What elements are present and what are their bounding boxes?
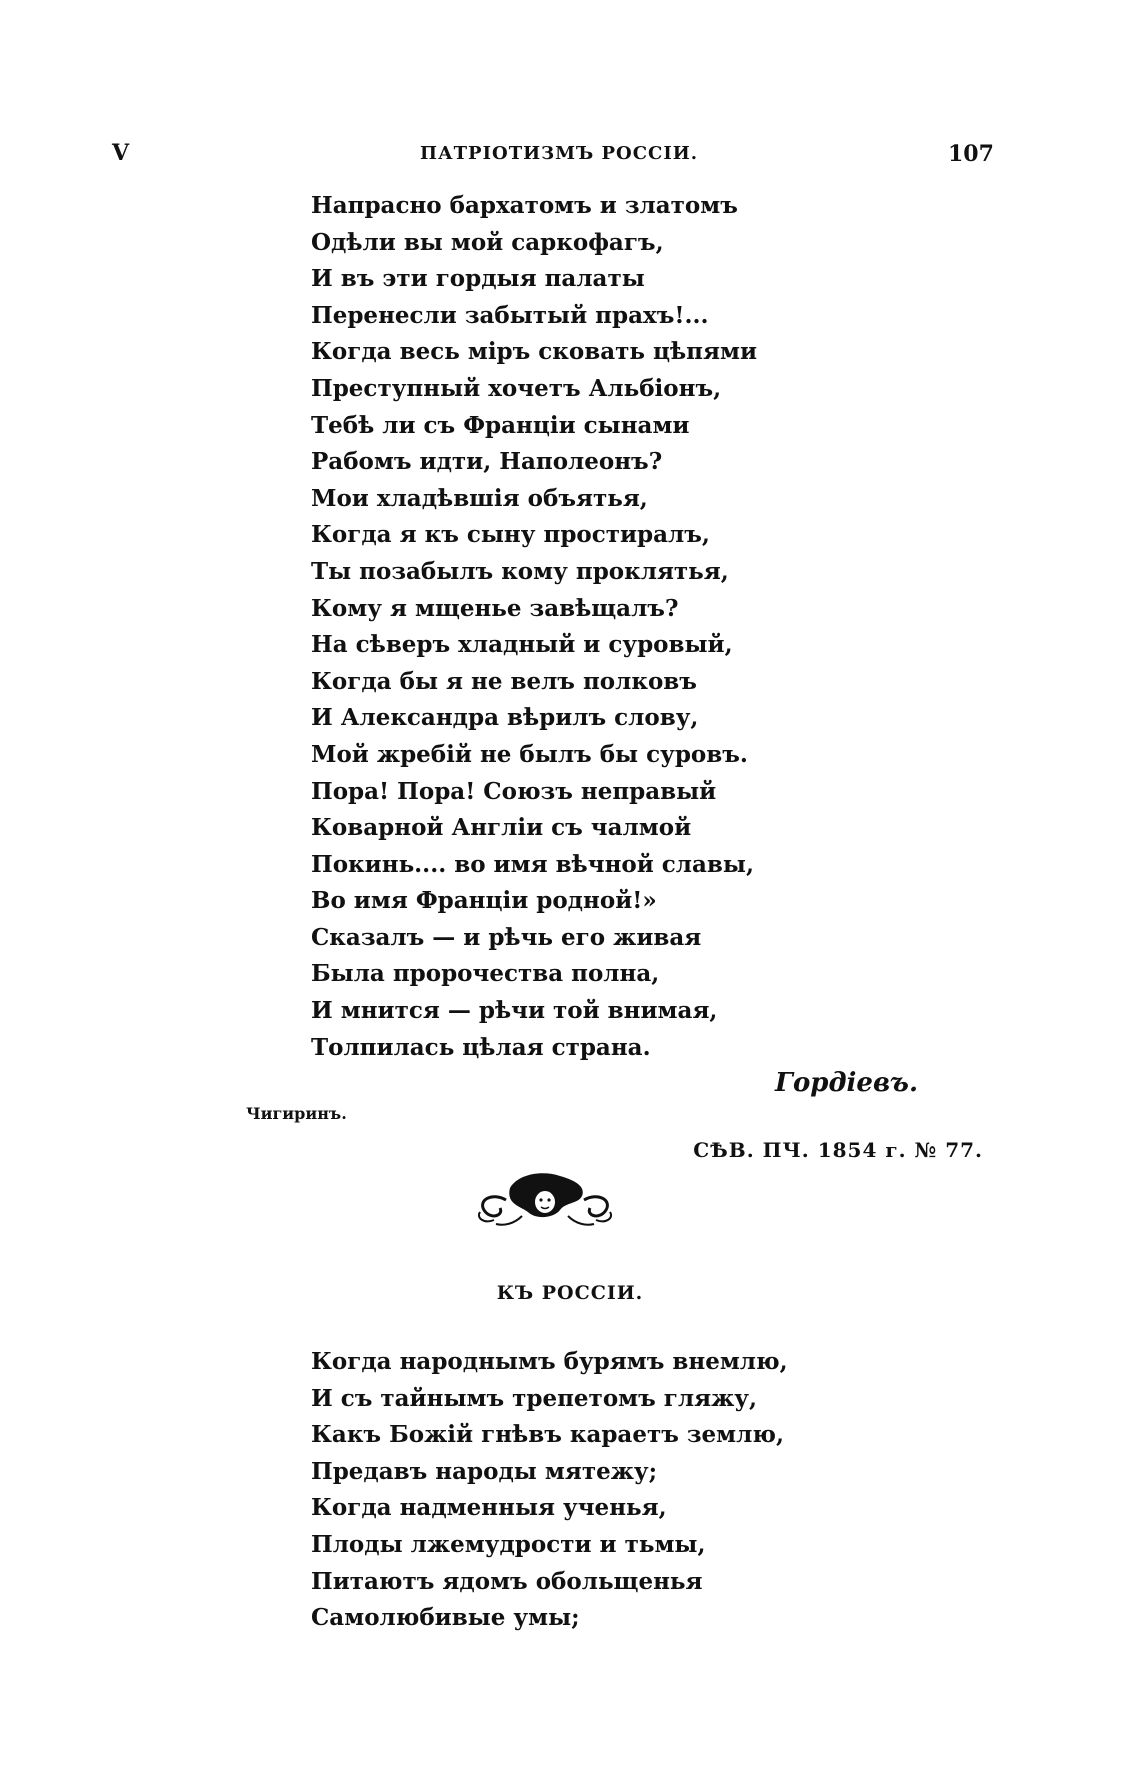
poem-line: Преступный хочетъ Альбіонъ, — [311, 374, 722, 402]
poem-title: КЪ РОССІИ. — [496, 1282, 644, 1304]
page-header — [0, 140, 1140, 176]
poem-line: Коварной Англіи съ чалмой — [311, 814, 692, 842]
poem-line: Тебѣ ли съ Франціи сынами — [311, 411, 690, 439]
poem-line: Рабомъ идти, Наполеонъ? — [311, 448, 663, 476]
poem-line: Мои хладѣвшія объятья, — [311, 484, 648, 512]
running-title: ПАТРІОТИЗМЪ РОССІИ. — [420, 143, 699, 164]
poem-line: Толпилась цѣлая страна. — [311, 1033, 651, 1061]
poem-line: Когда бы я не велъ полковъ — [311, 667, 697, 695]
poem-line: Одѣли вы мой саркофагъ, — [311, 228, 664, 256]
poem-line: И Александра вѣрилъ слову, — [311, 704, 699, 732]
poem-line: И въ эти гордыя палаты — [311, 265, 645, 293]
poem-line: Напрасно бархатомъ и златомъ — [311, 192, 738, 219]
page-number: 107 — [948, 141, 994, 167]
poem-line: Плоды лжемудрости и тьмы, — [311, 1530, 706, 1558]
poem-line: Когда народнымъ бурямъ внемлю, — [311, 1348, 788, 1375]
poem-line: И мнится — рѣчи той внимая, — [311, 997, 718, 1025]
signature-mark: V — [112, 140, 130, 166]
poem-line: Пора! Пора! Союзъ неправый — [311, 777, 717, 805]
poem-line: И съ тайнымъ трепетомъ гляжу, — [311, 1384, 758, 1412]
poem-line: Сказалъ — и рѣчь его живая — [311, 923, 702, 951]
poem-line: На сѣверъ хладный и суровый, — [311, 631, 733, 659]
poem-line: Ты позабылъ кому проклятья, — [311, 557, 729, 585]
poem-line: Когда надменныя ученья, — [311, 1494, 667, 1522]
poem-to-russia-lines — [311, 1344, 788, 1637]
place-name: Чигиринъ. — [246, 1104, 347, 1123]
poem-line: Питаютъ ядомъ обольщенья — [311, 1567, 703, 1595]
cherub-ornament-icon — [470, 1166, 620, 1230]
poem-line: Мой жребій не былъ бы суровъ. — [311, 740, 748, 768]
poem-line: Самолюбивые умы; — [311, 1604, 580, 1632]
author-signature: Гордіевъ. — [775, 1068, 918, 1098]
poem-line: Какъ Божій гнѣвъ караетъ землю, — [311, 1421, 784, 1449]
poem-line: Предавъ народы мятежу; — [311, 1457, 658, 1485]
source-citation: СѢВ. ПЧ. 1854 г. № 77. — [693, 1138, 983, 1162]
poem-line: Была пророчества полна, — [311, 960, 660, 988]
poem-line: Когда весь міръ сковать цѣпями — [311, 338, 758, 366]
poem-line: Перенесли забытый прахъ!... — [311, 301, 709, 329]
poem-line: Во имя Франціи родной!» — [311, 887, 657, 915]
poem-patriotism-lines — [311, 188, 757, 1066]
poem-line: Покинь.... во имя вѣчной славы, — [311, 850, 754, 878]
poem-line: Когда я къ сыну простиралъ, — [311, 521, 710, 549]
poem-line: Кому я мщенье завѣщалъ? — [311, 594, 679, 622]
